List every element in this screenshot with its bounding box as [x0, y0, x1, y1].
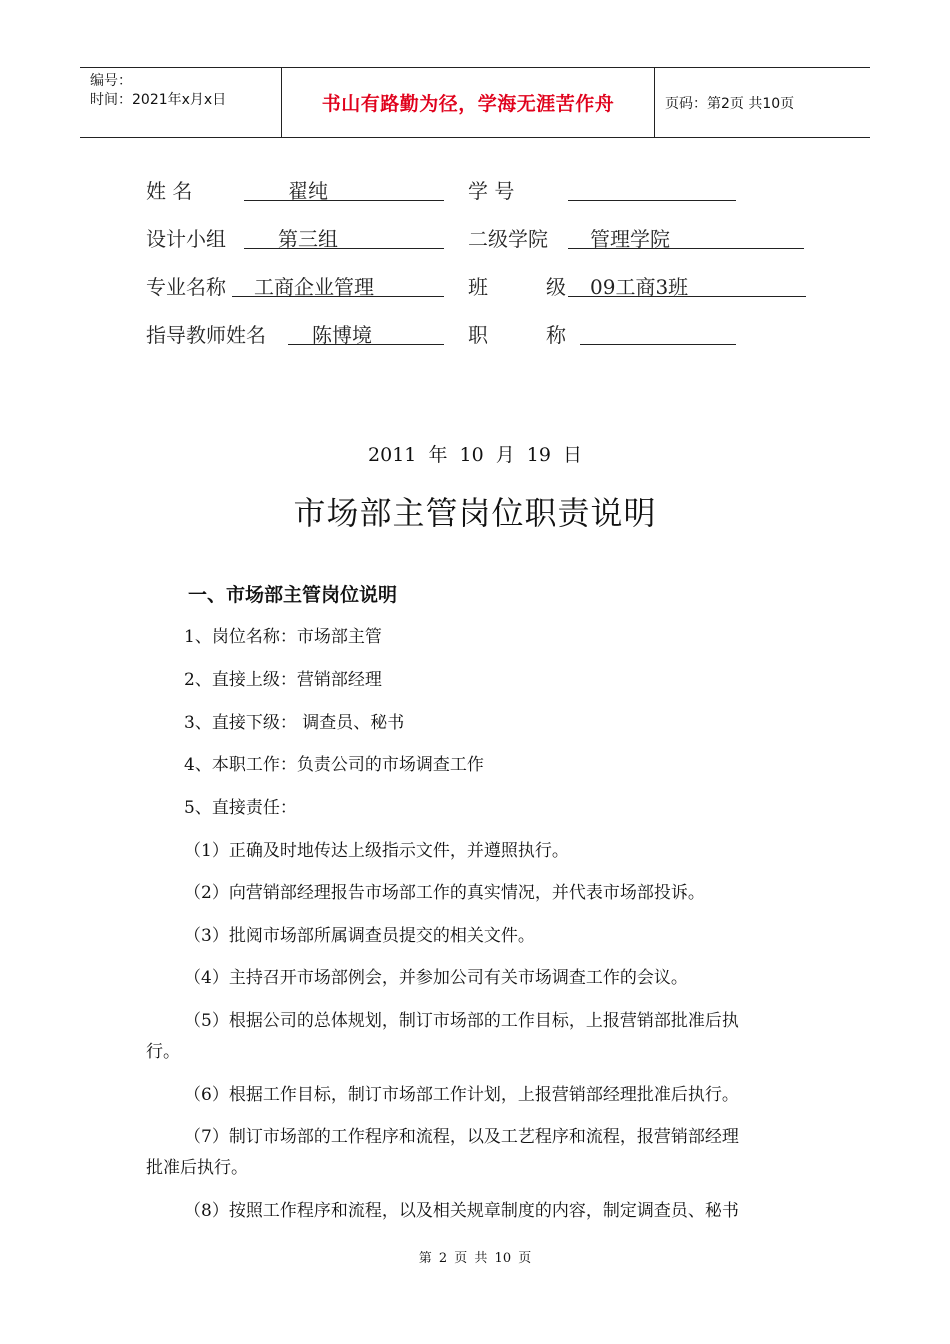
- teacher-field: [288, 319, 444, 345]
- info-row-group: [146, 223, 826, 253]
- header-table: [80, 67, 870, 138]
- number-label: 编号：: [90, 73, 132, 89]
- motto: 书山有路勤为径，学海无涯苦作舟: [282, 68, 655, 137]
- doc-date: 2011 年 10 月 19 日: [368, 444, 582, 466]
- duty-1: （1）正确及时地传达上级指示文件，并遵照执行。: [184, 841, 569, 861]
- duty-6: （6）根据工作目标，制订市场部工作计划，上报营销部经理批准后执行。: [184, 1085, 739, 1105]
- info-row-name: [146, 175, 826, 205]
- name-value: 翟纯: [288, 179, 328, 203]
- name-field: [244, 175, 444, 201]
- info-row-teacher: [146, 319, 826, 349]
- college-label: 二级学院: [468, 227, 548, 251]
- page-info: 页码：第2页 共10页: [665, 95, 795, 112]
- major-label: 专业名称: [146, 275, 226, 299]
- title-label-1: 职: [468, 323, 488, 347]
- class-label-1: 班: [468, 275, 488, 299]
- major-value: 工商企业管理: [254, 275, 374, 299]
- item-superior: 2、直接上级：营销部经理: [184, 670, 382, 690]
- class-label-2: 级: [546, 275, 566, 299]
- duty-7-line1: （7）制订市场部的工作程序和流程，以及工艺程序和流程，报营销部经理: [184, 1127, 739, 1147]
- item-responsibility: 5、直接责任：: [184, 798, 297, 818]
- college-value: 管理学院: [590, 227, 670, 251]
- time-label: 时间：2021年x月x日: [90, 92, 227, 108]
- duty-2: （2）向营销部经理报告市场部工作的真实情况，并代表市场部投诉。: [184, 883, 705, 903]
- student-id-field: [568, 175, 736, 201]
- title-field: [580, 319, 736, 345]
- page-footer: 第 2 页 共 10 页: [418, 1251, 532, 1266]
- info-row-major: [146, 271, 826, 301]
- item-duty: 4、本职工作：负责公司的市场调查工作: [184, 755, 484, 775]
- teacher-value: 陈博境: [312, 323, 372, 347]
- class-field: [568, 271, 806, 297]
- major-field: [232, 271, 444, 297]
- title-label-2: 称: [546, 323, 566, 347]
- page-title: 市场部主管岗位职责说明: [293, 494, 657, 532]
- name-label: 姓 名: [146, 179, 193, 203]
- duty-7-line2: 批准后执行。: [146, 1158, 248, 1178]
- group-label: 设计小组: [146, 227, 226, 251]
- item-subordinate: 3、直接下级： 调查员、秘书: [184, 713, 405, 733]
- section-heading: 一、市场部主管岗位说明: [188, 584, 398, 606]
- item-position-name: 1、岗位名称：市场部主管: [184, 627, 382, 647]
- student-id-label: 学 号: [468, 179, 515, 203]
- header-meta: [80, 68, 282, 137]
- duty-5-line2: 行。: [146, 1042, 180, 1062]
- duty-3: （3）批阅市场部所属调查员提交的相关文件。: [184, 926, 535, 946]
- duty-5-line1: （5）根据公司的总体规划，制订市场部的工作目标，上报营销部批准后执: [184, 1011, 739, 1031]
- class-value: 09工商3班: [590, 275, 689, 299]
- teacher-label: 指导教师姓名: [146, 323, 266, 347]
- group-field: [244, 223, 444, 249]
- duty-4: （4）主持召开市场部例会，并参加公司有关市场调查工作的会议。: [184, 968, 688, 988]
- group-value: 第三组: [278, 227, 338, 251]
- duty-8-line1: （8）按照工作程序和流程，以及相关规章制度的内容，制定调查员、秘书: [184, 1201, 739, 1221]
- college-field: [568, 223, 804, 249]
